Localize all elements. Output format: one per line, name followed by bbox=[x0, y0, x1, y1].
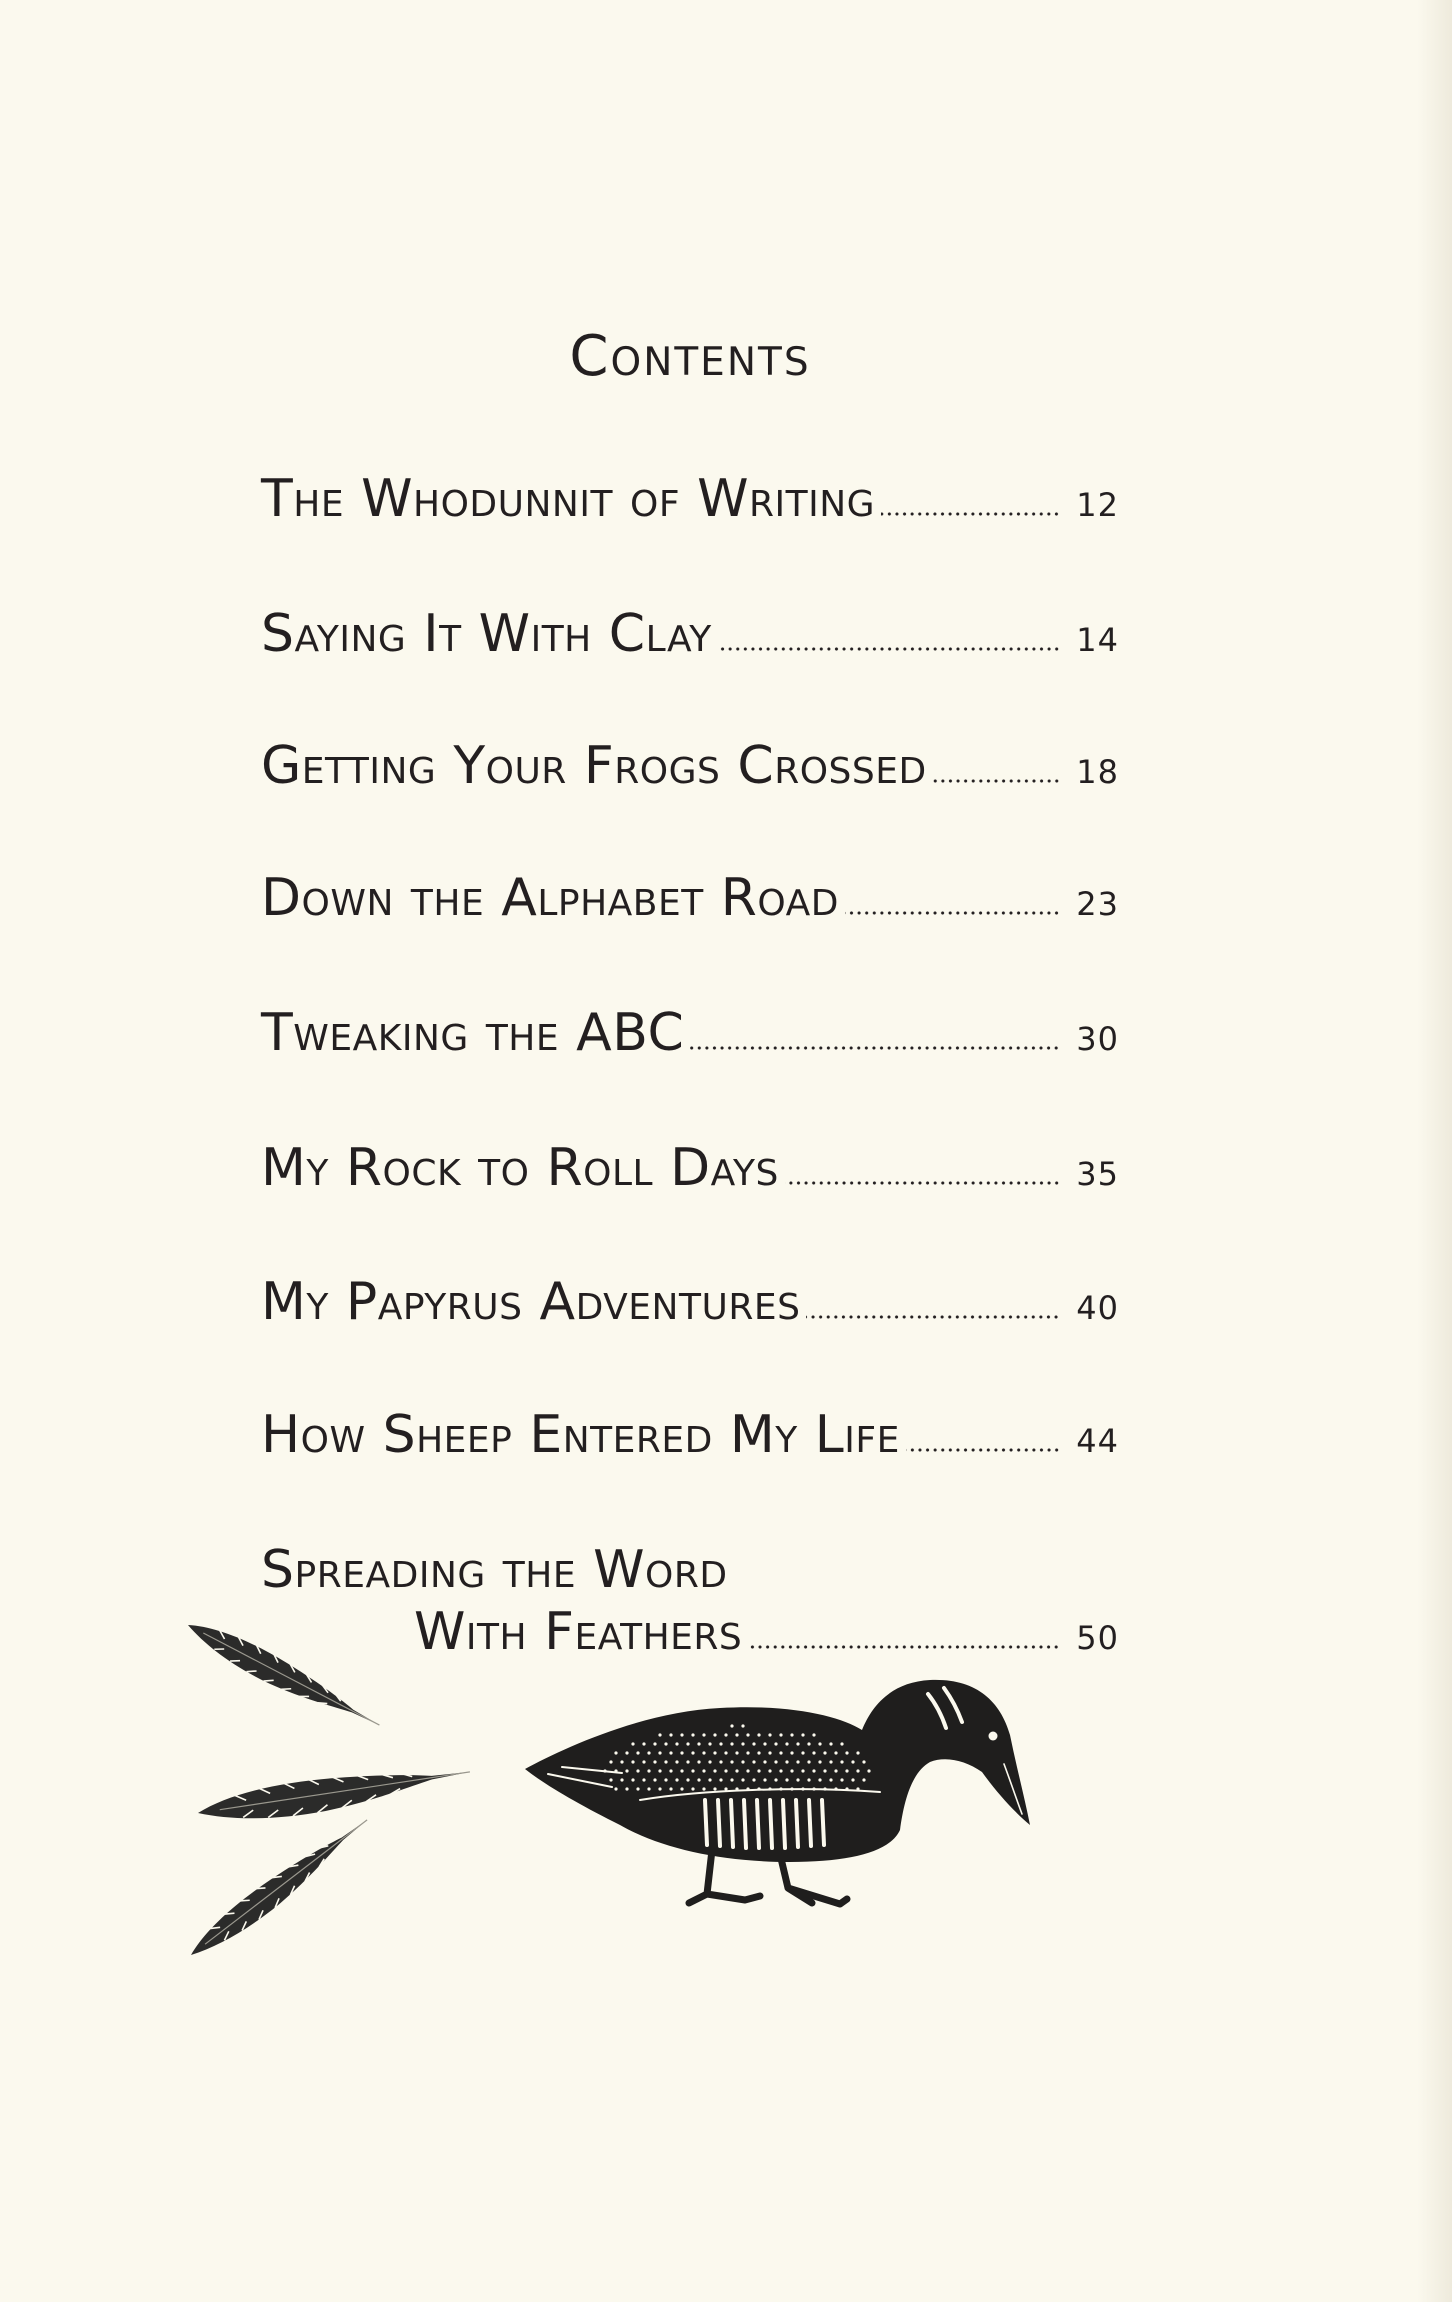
wing-dot bbox=[680, 1751, 683, 1754]
wing-dot bbox=[790, 1769, 793, 1772]
wing-dot bbox=[801, 1769, 804, 1772]
wing-dot bbox=[730, 1724, 733, 1727]
wing-dot bbox=[757, 1751, 760, 1754]
wing-dot bbox=[631, 1742, 634, 1745]
wing-dot bbox=[686, 1778, 689, 1781]
feather-quill bbox=[220, 1772, 470, 1810]
wing-dot bbox=[763, 1778, 766, 1781]
wing-dot bbox=[713, 1733, 716, 1736]
goose-neck-band bbox=[928, 1688, 962, 1728]
wing-dot bbox=[697, 1778, 700, 1781]
toc-entry-title: Saying It With Clay bbox=[261, 604, 712, 664]
toc-entry-title: How Sheep Entered My Life bbox=[261, 1405, 900, 1465]
toc-entry bbox=[261, 868, 1119, 928]
wing-dot bbox=[840, 1760, 843, 1763]
toc-entry-title: Getting Your Frogs Crossed bbox=[261, 736, 927, 796]
wing-dot bbox=[680, 1787, 683, 1790]
wing-dot bbox=[768, 1769, 771, 1772]
wing-dot bbox=[752, 1760, 755, 1763]
wing-dot bbox=[774, 1742, 777, 1745]
toc-entry-page-number: 40 bbox=[1076, 1289, 1119, 1327]
wing-dot bbox=[647, 1751, 650, 1754]
wing-dot bbox=[774, 1778, 777, 1781]
wing-dot bbox=[818, 1778, 821, 1781]
wing-dot bbox=[669, 1733, 672, 1736]
toc-entry-title: My Papyrus Adventures bbox=[261, 1272, 801, 1332]
wing-dot bbox=[856, 1769, 859, 1772]
wing-dot bbox=[631, 1760, 634, 1763]
wing-dot bbox=[675, 1778, 678, 1781]
toc-entry-page-number: 50 bbox=[1076, 1619, 1119, 1657]
toc-entry bbox=[261, 1003, 1119, 1063]
wing-dot bbox=[719, 1742, 722, 1745]
wing-dot bbox=[691, 1787, 694, 1790]
wing-dot bbox=[845, 1787, 848, 1790]
wing-dot bbox=[823, 1769, 826, 1772]
wing-dot bbox=[724, 1751, 727, 1754]
wing-dot bbox=[730, 1778, 733, 1781]
wing-dot bbox=[834, 1751, 837, 1754]
wing-dot bbox=[746, 1751, 749, 1754]
toc-entry bbox=[261, 736, 1119, 796]
wing-dot bbox=[708, 1742, 711, 1745]
wing-dot bbox=[801, 1751, 804, 1754]
wing-dot bbox=[713, 1769, 716, 1772]
toc-entry-page-number: 14 bbox=[1076, 621, 1119, 659]
wing-dot bbox=[818, 1760, 821, 1763]
toc-entry-title: My Rock to Roll Days bbox=[261, 1138, 779, 1198]
wing-dot bbox=[664, 1742, 667, 1745]
wing-dot bbox=[796, 1760, 799, 1763]
toc-entry bbox=[261, 604, 1119, 664]
wing-dot bbox=[746, 1733, 749, 1736]
wing-dot bbox=[763, 1742, 766, 1745]
wing-dot bbox=[790, 1733, 793, 1736]
toc-entry-title-line-1: Spreading the Word bbox=[261, 1540, 728, 1600]
wing-dot bbox=[653, 1778, 656, 1781]
wing-dot bbox=[757, 1733, 760, 1736]
wing-dot bbox=[840, 1778, 843, 1781]
page-title: Contents bbox=[569, 324, 811, 389]
wing-dot bbox=[829, 1778, 832, 1781]
wing-dot bbox=[812, 1733, 815, 1736]
goose-body bbox=[525, 1680, 1030, 1862]
wing-dot bbox=[730, 1742, 733, 1745]
wing-dot bbox=[702, 1787, 705, 1790]
wing-dot bbox=[642, 1742, 645, 1745]
toc-entry-page-number: 44 bbox=[1076, 1422, 1119, 1460]
wing-dot bbox=[724, 1769, 727, 1772]
wing-dot bbox=[609, 1778, 612, 1781]
goose-belly-stripes bbox=[705, 1800, 824, 1848]
wing-dot bbox=[719, 1778, 722, 1781]
wing-dot bbox=[636, 1751, 639, 1754]
wing-dot bbox=[614, 1769, 617, 1772]
wing-dot bbox=[785, 1778, 788, 1781]
toc-entry-page-number: 12 bbox=[1076, 486, 1119, 524]
wing-dot bbox=[735, 1733, 738, 1736]
wing-dot bbox=[691, 1751, 694, 1754]
wing-dot bbox=[631, 1778, 634, 1781]
wing-dot bbox=[669, 1769, 672, 1772]
wing-dot bbox=[812, 1751, 815, 1754]
wing-dot bbox=[851, 1760, 854, 1763]
wing-dot bbox=[790, 1751, 793, 1754]
wing-dot bbox=[807, 1760, 810, 1763]
wing-dot bbox=[757, 1787, 760, 1790]
wing-dot bbox=[768, 1733, 771, 1736]
wing-dot bbox=[658, 1733, 661, 1736]
goose-icon bbox=[525, 1680, 1030, 1904]
toc-entry bbox=[414, 1602, 1119, 1662]
wing-dot bbox=[702, 1733, 705, 1736]
wing-dot bbox=[708, 1778, 711, 1781]
wing-dot bbox=[686, 1742, 689, 1745]
wing-dot bbox=[642, 1778, 645, 1781]
feather-barb-cuts bbox=[207, 1837, 338, 1947]
dot-leader bbox=[845, 911, 1060, 915]
feather-icon bbox=[181, 1612, 386, 1738]
wing-dot bbox=[724, 1787, 727, 1790]
wing-dot bbox=[862, 1778, 865, 1781]
feather-quill bbox=[203, 1633, 379, 1725]
wing-dot bbox=[741, 1778, 744, 1781]
wing-dot bbox=[669, 1751, 672, 1754]
wing-dot bbox=[774, 1760, 777, 1763]
toc-entry-title-line-2: With Feathers bbox=[414, 1602, 743, 1662]
wing-dot bbox=[796, 1742, 799, 1745]
dot-leader bbox=[881, 512, 1060, 516]
wing-dot bbox=[812, 1787, 815, 1790]
goose-legs bbox=[689, 1850, 847, 1904]
wing-dot bbox=[620, 1760, 623, 1763]
wing-dot bbox=[735, 1787, 738, 1790]
wing-dot bbox=[779, 1733, 782, 1736]
wing-dot bbox=[664, 1778, 667, 1781]
wing-dot bbox=[845, 1751, 848, 1754]
goose-beak-line bbox=[1004, 1764, 1022, 1814]
wing-dot bbox=[614, 1751, 617, 1754]
wing-dot bbox=[867, 1769, 870, 1772]
wing-dot bbox=[779, 1769, 782, 1772]
wing-dot bbox=[752, 1778, 755, 1781]
wing-dot bbox=[785, 1742, 788, 1745]
wing-dot bbox=[603, 1769, 606, 1772]
wing-dot bbox=[746, 1787, 749, 1790]
wing-dot bbox=[686, 1760, 689, 1763]
goose-eye bbox=[989, 1732, 998, 1741]
feather-quill bbox=[205, 1820, 367, 1944]
wing-dot bbox=[807, 1778, 810, 1781]
wing-dot bbox=[823, 1787, 826, 1790]
wing-dot bbox=[647, 1769, 650, 1772]
feather-barb-cuts bbox=[208, 1626, 346, 1717]
feather-icon bbox=[195, 1754, 472, 1830]
feather-barb-cuts bbox=[233, 1763, 415, 1825]
wing-dot bbox=[636, 1769, 639, 1772]
toc-entry-title: Tweaking the ABC bbox=[261, 1003, 685, 1063]
wing-dot bbox=[713, 1787, 716, 1790]
wing-dot bbox=[735, 1751, 738, 1754]
wing-dot bbox=[647, 1787, 650, 1790]
wing-dot bbox=[851, 1778, 854, 1781]
wing-dot bbox=[625, 1751, 628, 1754]
wing-dot bbox=[829, 1760, 832, 1763]
wing-dot bbox=[691, 1733, 694, 1736]
wing-dot bbox=[768, 1787, 771, 1790]
wing-dot bbox=[801, 1733, 804, 1736]
wing-dot bbox=[779, 1751, 782, 1754]
wing-dot bbox=[658, 1787, 661, 1790]
wing-dot bbox=[625, 1787, 628, 1790]
wing-dot bbox=[845, 1769, 848, 1772]
wing-dot bbox=[620, 1778, 623, 1781]
dot-leader bbox=[933, 779, 1061, 783]
wing-dot bbox=[675, 1742, 678, 1745]
wing-dot bbox=[856, 1787, 859, 1790]
wing-dot bbox=[664, 1760, 667, 1763]
wing-dot bbox=[680, 1733, 683, 1736]
wing-dot bbox=[862, 1760, 865, 1763]
feather-vane bbox=[196, 1756, 473, 1830]
wing-dot bbox=[735, 1769, 738, 1772]
wing-dot bbox=[702, 1769, 705, 1772]
wing-dot bbox=[779, 1787, 782, 1790]
wing-dot bbox=[724, 1733, 727, 1736]
wing-dot bbox=[823, 1751, 826, 1754]
toc-entry-page-number: 35 bbox=[1076, 1155, 1119, 1193]
wing-dot bbox=[636, 1787, 639, 1790]
wing-dot bbox=[614, 1787, 617, 1790]
feather-vane bbox=[184, 1810, 376, 1966]
wing-dot bbox=[741, 1724, 744, 1727]
wing-dot bbox=[746, 1769, 749, 1772]
dot-leader bbox=[906, 1448, 1060, 1452]
toc-entry-title: The Whodunnit of Writing bbox=[261, 469, 876, 529]
wing-dot bbox=[856, 1751, 859, 1754]
goose-tail-line bbox=[548, 1767, 622, 1787]
toc-entry bbox=[261, 469, 1119, 529]
wing-dot bbox=[653, 1742, 656, 1745]
wing-dot bbox=[796, 1778, 799, 1781]
wing-dot bbox=[642, 1760, 645, 1763]
toc-entry bbox=[261, 1138, 1119, 1198]
wing-dot bbox=[801, 1787, 804, 1790]
toc-entry-title: Down the Alphabet Road bbox=[261, 868, 839, 928]
wing-dot bbox=[768, 1751, 771, 1754]
wing-dot bbox=[757, 1769, 760, 1772]
wing-dot bbox=[658, 1769, 661, 1772]
wing-dot bbox=[741, 1742, 744, 1745]
dot-leader bbox=[748, 1645, 1060, 1649]
goose-wing-edge bbox=[640, 1789, 880, 1800]
wing-dot bbox=[658, 1751, 661, 1754]
wing-dot bbox=[653, 1760, 656, 1763]
dot-leader bbox=[806, 1315, 1060, 1319]
wing-dot bbox=[752, 1742, 755, 1745]
wing-dot bbox=[763, 1760, 766, 1763]
wing-dot bbox=[697, 1760, 700, 1763]
wing-dot bbox=[625, 1769, 628, 1772]
wing-dot bbox=[730, 1760, 733, 1763]
feather-vane bbox=[181, 1613, 385, 1738]
wing-dot bbox=[834, 1769, 837, 1772]
toc-entry bbox=[261, 1405, 1119, 1465]
wing-dot bbox=[697, 1742, 700, 1745]
wing-dot bbox=[691, 1769, 694, 1772]
wing-dot bbox=[675, 1760, 678, 1763]
wing-dot bbox=[609, 1760, 612, 1763]
wing-dot bbox=[785, 1760, 788, 1763]
wing-dot bbox=[702, 1751, 705, 1754]
wing-dot bbox=[807, 1742, 810, 1745]
toc-entry bbox=[261, 1272, 1119, 1332]
wing-dot bbox=[840, 1742, 843, 1745]
wing-dot bbox=[812, 1769, 815, 1772]
wing-dot bbox=[818, 1742, 821, 1745]
dot-leader bbox=[718, 647, 1060, 651]
dot-leader bbox=[690, 1046, 1060, 1050]
dot-leader bbox=[785, 1181, 1060, 1185]
wing-dot bbox=[829, 1742, 832, 1745]
goose-wing-texture bbox=[603, 1724, 870, 1790]
wing-dot bbox=[834, 1787, 837, 1790]
wing-dot bbox=[713, 1751, 716, 1754]
toc-entry-page-number: 30 bbox=[1076, 1020, 1119, 1058]
wing-dot bbox=[741, 1760, 744, 1763]
wing-dot bbox=[790, 1787, 793, 1790]
wing-dot bbox=[680, 1769, 683, 1772]
wing-dot bbox=[669, 1787, 672, 1790]
toc-entry-page-number: 23 bbox=[1076, 885, 1119, 923]
feather-icon bbox=[183, 1809, 376, 1966]
wing-dot bbox=[708, 1760, 711, 1763]
wing-dot bbox=[719, 1760, 722, 1763]
toc-entry-page-number: 18 bbox=[1076, 753, 1119, 791]
